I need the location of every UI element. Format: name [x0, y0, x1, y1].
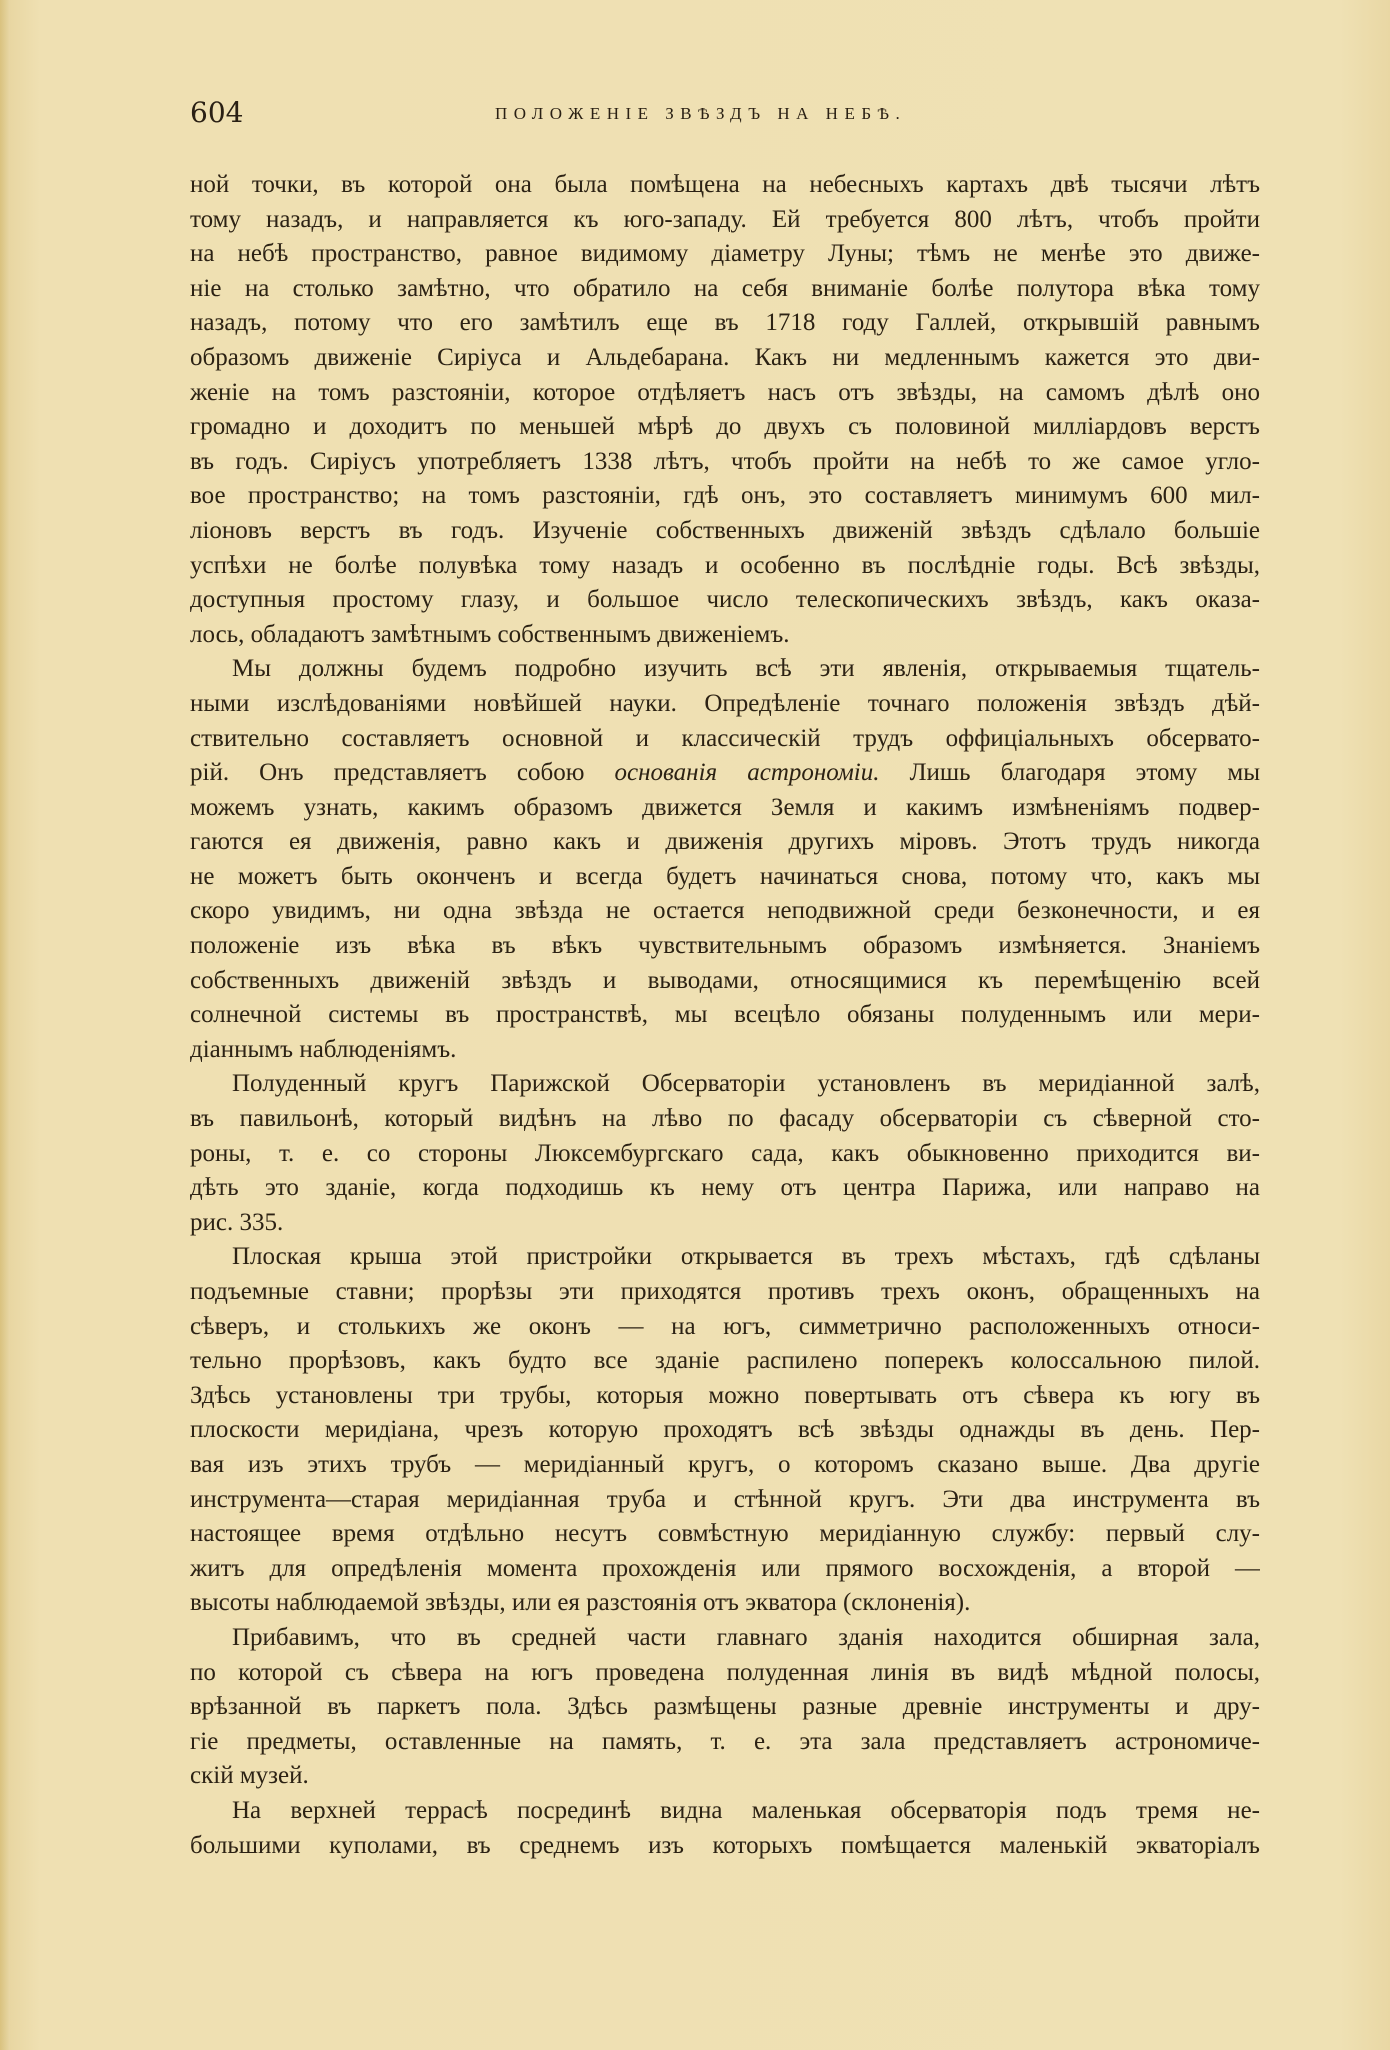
- line-text: женіе на томъ разстояніи, которое отдѣляетъ насъ отъ звѣзды, на самомъ дѣлѣ оно: [190, 378, 1260, 406]
- text-line: [190, 376, 1260, 411]
- text-line: [190, 479, 1260, 514]
- text-line: [190, 237, 1260, 272]
- text-line: [190, 1171, 1260, 1206]
- text-line: [190, 1483, 1260, 1518]
- text-line: [190, 1206, 1260, 1241]
- line-text: образомъ движеніе Сиріуса и Альдебарана. Какъ ни медленнымъ кажется это дви-: [190, 343, 1260, 371]
- text-line: [190, 1552, 1260, 1587]
- text-line: [190, 791, 1260, 826]
- text-line: [190, 1517, 1260, 1552]
- text-line: [190, 203, 1260, 238]
- text-line: [190, 1690, 1260, 1725]
- text-line: [190, 1102, 1260, 1137]
- text-line: [190, 1379, 1260, 1414]
- line-text: можемъ узнать, какимъ образомъ движется Земля и какимъ измѣненіямъ подвер-: [190, 793, 1260, 821]
- italic-emphasis: основанія астрономіи.: [614, 759, 880, 787]
- text-line: [190, 618, 1260, 653]
- line-text: Полуденный кругъ Парижской Обсерваторіи установленъ въ меридіанной залѣ,: [232, 1070, 1260, 1098]
- line-text: ствительно составляетъ основной и классическій трудъ оффиціальныхъ обсервато-: [190, 724, 1260, 752]
- text-line: [190, 1275, 1260, 1310]
- line-text: рис. 335.: [190, 1208, 284, 1236]
- text-line: [190, 756, 1260, 791]
- text-line: [190, 1344, 1260, 1379]
- text-line: [190, 1448, 1260, 1483]
- body-text: [190, 168, 1260, 1863]
- line-text: назадъ, потому что его замѣтилъ еще въ 1718 году Галлей, открывшій равнымъ: [190, 309, 1260, 337]
- line-text: скоро увидимъ, ни одна звѣзда не остается неподвижной среди безконечности, и ея: [190, 897, 1260, 925]
- text-line: [190, 1725, 1260, 1760]
- line-text: успѣхи не болѣе полувѣка тому назадъ и особенно въ послѣдніе годы. Всѣ звѣзды,: [190, 551, 1260, 579]
- text-line: [190, 1033, 1260, 1068]
- line-text: житъ для опредѣленія момента прохожденія или прямого восхожденія, а второй —: [190, 1554, 1260, 1582]
- line-text: вая изъ этихъ трубъ — меридіанный кругъ, о которомъ сказано выше. Два другіе: [190, 1450, 1260, 1478]
- text-line: [190, 168, 1260, 203]
- text-line: [190, 722, 1260, 757]
- text-line: [190, 1794, 1260, 1829]
- text-line: [190, 860, 1260, 895]
- text-line: [190, 1759, 1260, 1794]
- text-line: [190, 1240, 1260, 1275]
- text-line: [190, 514, 1260, 549]
- line-text: инструмента—старая меридіанная труба и стѣнной кругъ. Эти два инструмента въ: [190, 1485, 1260, 1513]
- line-text: доступныя простому глазу, и большое число телескопическихъ звѣздъ, какъ оказа-: [190, 586, 1260, 614]
- text-line: [190, 929, 1260, 964]
- page-number: 604: [190, 96, 244, 129]
- text-line: [190, 306, 1260, 341]
- line-text: большими куполами, въ среднемъ изъ которыхъ помѣщается маленькій экваторіалъ: [190, 1831, 1260, 1859]
- line-text: ліоновъ верстъ въ годъ. Изученіе собственныхъ движеній звѣздъ сдѣлало большіе: [190, 516, 1260, 544]
- text-line: [190, 687, 1260, 722]
- text-line: [190, 964, 1260, 999]
- line-text: Мы должны будемъ подробно изучить всѣ эти явленія, открываемыя тщатель-: [232, 655, 1260, 683]
- line-text: Здѣсь установлены три трубы, которыя можно повертывать отъ сѣвера къ югу въ: [190, 1381, 1260, 1409]
- page-header: [190, 96, 1260, 136]
- text-line: [190, 549, 1260, 584]
- text-line: [190, 1829, 1260, 1864]
- text-line: [190, 1137, 1260, 1172]
- text-line: [190, 825, 1260, 860]
- text-line: [190, 410, 1260, 445]
- line-text: гаются ея движенія, равно какъ и движенія другихъ міровъ. Этотъ трудъ никогда: [190, 828, 1260, 856]
- line-text: собственныхъ движеній звѣздъ и выводами, относящимися къ перемѣщенію всей: [190, 966, 1260, 994]
- line-text: гіе предметы, оставленные на память, т. е. эта зала представляетъ астрономиче-: [190, 1727, 1260, 1755]
- line-text: діаннымъ наблюденіямъ.: [190, 1035, 457, 1063]
- line-text: скій музей.: [190, 1762, 309, 1790]
- line-text: сѣверъ, и столькихъ же оконъ — на югъ, симметрично расположенныхъ относи-: [190, 1312, 1260, 1340]
- running-title: ПОЛОЖЕНІЕ ЗВѢЗДЪ НА НЕБѢ.: [495, 104, 907, 123]
- line-text: въ годъ. Сиріусъ употребляетъ 1338 лѣтъ, чтобъ пройти на небѣ то же самое угло-: [190, 447, 1260, 475]
- line-text: тельно прорѣзовъ, какъ будто все зданіе распилено поперекъ колоссальною пилой.: [190, 1347, 1260, 1375]
- line-text: настоящее время отдѣльно несутъ совмѣстную меридіанную службу: первый слу-: [190, 1520, 1260, 1548]
- line-text: положеніе изъ вѣка въ вѣкъ чувствительнымъ образомъ измѣняется. Знаніемъ: [190, 932, 1260, 960]
- line-text: громадно и доходитъ по меньшей мѣрѣ до двухъ съ половиной милліардовъ верстъ: [190, 413, 1260, 441]
- line-text: на небѣ пространство, равное видимому діаметру Луны; тѣмъ не менѣе это движе-: [190, 240, 1260, 268]
- line-text: въ павильонѣ, который видѣнъ на лѣво по фасаду обсерваторіи съ сѣверной сто-: [190, 1105, 1260, 1133]
- line-text: по которой съ сѣвера на югъ проведена полуденная линія въ видѣ мѣдной полосы,: [190, 1658, 1260, 1686]
- text-line: [190, 998, 1260, 1033]
- line-text: дѣть это зданіе, когда подходишь къ нему отъ центра Парижа, или направо на: [190, 1174, 1260, 1202]
- text-line: [190, 272, 1260, 307]
- line-text: На верхней террасѣ посрединѣ видна маленькая обсерваторія подъ тремя не-: [232, 1796, 1260, 1824]
- line-text: вое пространство; на томъ разстояніи, гдѣ онъ, это составляетъ минимумъ 600 мил-: [190, 482, 1260, 510]
- text-line: [190, 445, 1260, 480]
- text-line: [190, 1586, 1260, 1621]
- text-line: [190, 1413, 1260, 1448]
- line-text: ной точки, въ которой она была помѣщена на небесныхъ картахъ двѣ тысячи лѣтъ: [190, 171, 1260, 198]
- text-line: [190, 1621, 1260, 1656]
- line-text: ными изслѣдованіями новѣйшей науки. Опредѣленіе точнаго положенія звѣздъ дѣй-: [190, 689, 1260, 717]
- text-line: [190, 1310, 1260, 1345]
- text-line: [190, 1067, 1260, 1102]
- text-line: [190, 652, 1260, 687]
- line-text: подъемные ставни; прорѣзы эти приходятся противъ трехъ оконъ, обращенныхъ на: [190, 1278, 1260, 1305]
- line-text: рій. Онъ представляетъ собою: [190, 759, 585, 787]
- line-text: Прибавимъ, что въ средней части главнаго зданія находится обширная зала,: [232, 1623, 1260, 1651]
- line-text: не можетъ быть оконченъ и всегда будетъ начинаться снова, потому что, какъ мы: [190, 862, 1260, 890]
- text-line: [190, 1656, 1260, 1691]
- line-text: солнечной системы въ пространствѣ, мы всецѣло обязаны полуденнымъ или мери-: [190, 1001, 1260, 1029]
- line-text: высоты наблюдаемой звѣзды, или ея разстоянія отъ экватора (склоненія).: [190, 1589, 971, 1617]
- line-text-continued: Лишь благодаря этому мы: [879, 759, 1260, 787]
- line-text: ніе на столько замѣтно, что обратило на себя вниманіе болѣе полутора вѣка тому: [190, 274, 1260, 302]
- text-line: [190, 583, 1260, 618]
- page-edge: [0, 0, 10, 2050]
- text-line: [190, 341, 1260, 376]
- text-line: [190, 894, 1260, 929]
- line-text: роны, т. е. со стороны Люксембургскаго сада, какъ обыкновенно приходится ви-: [190, 1139, 1260, 1167]
- line-text: Плоская крыша этой пристройки открывается въ трехъ мѣстахъ, гдѣ сдѣланы: [232, 1243, 1260, 1271]
- line-text: лось, обладаютъ замѣтнымъ собственнымъ движеніемъ.: [190, 620, 790, 648]
- line-text: плоскости меридіана, чрезъ которую проходятъ всѣ звѣзды однажды въ день. Пер-: [190, 1416, 1260, 1444]
- line-text: врѣзанной въ паркетъ пола. Здѣсь размѣщены разные древніе инструменты и дру-: [190, 1693, 1260, 1721]
- line-text: тому назадъ, и направляется къ юго-западу. Ей требуется 800 лѣтъ, чтобъ пройти: [190, 205, 1260, 233]
